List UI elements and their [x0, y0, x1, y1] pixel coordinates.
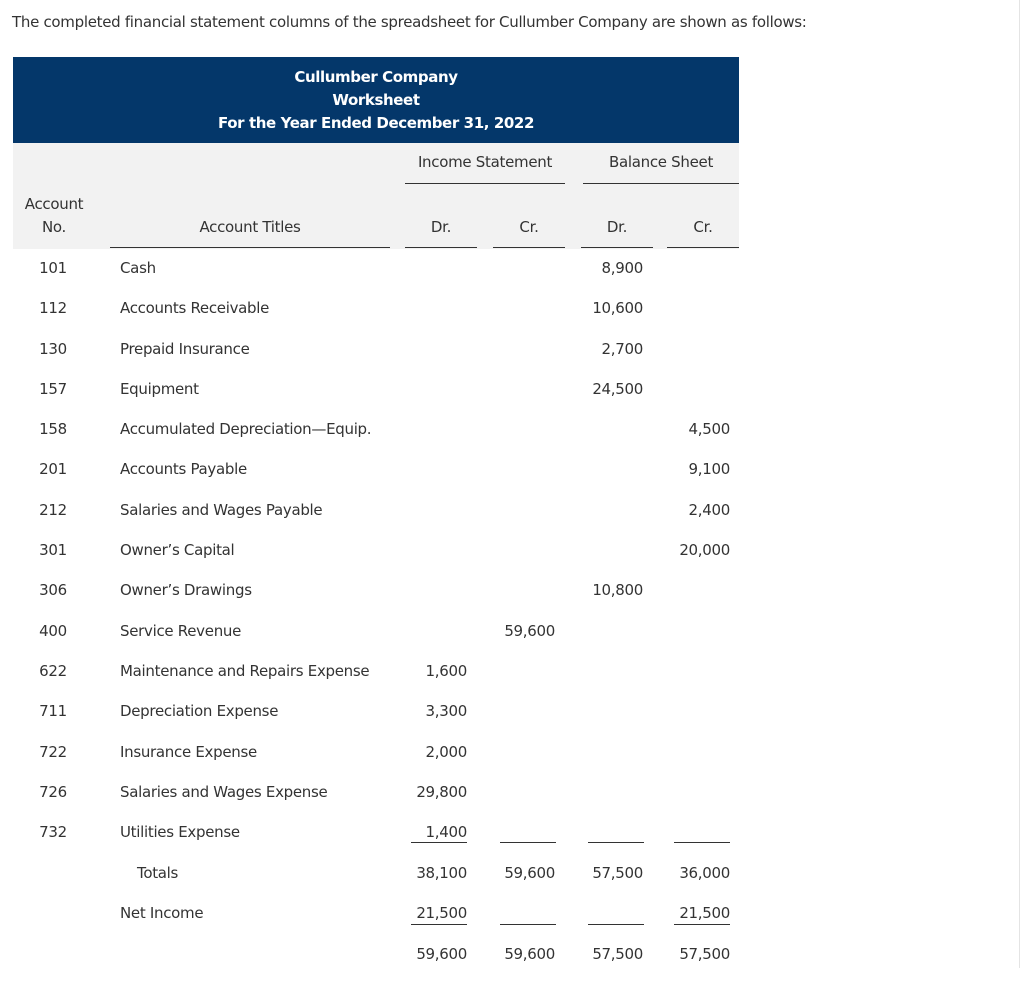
net-income-is-dr: 21,500 — [416, 904, 467, 922]
totals-row — [13, 862, 739, 902]
account-number: 711 — [39, 702, 67, 720]
bs-dr-underline — [581, 247, 653, 248]
is-dr-value — [405, 378, 467, 418]
account-titles-underline — [110, 247, 390, 248]
final-is-dr: 59,600 — [416, 945, 467, 963]
account-number: 622 — [39, 662, 67, 680]
is-cr-value — [494, 660, 555, 700]
intro-text: The completed financial statement columns of the spreadsheet for Cullumber Company are shown as follows: — [12, 13, 807, 31]
totals-is-cr: 59,600 — [504, 864, 555, 882]
is-cr-value — [494, 539, 555, 579]
bs-dr-value — [581, 458, 643, 498]
is-dr-underline — [405, 247, 477, 248]
final-totals-row — [13, 943, 739, 983]
period-label: For the Year Ended December 31, 2022 — [218, 113, 534, 132]
bs-dr-value — [581, 781, 643, 821]
is-cr-value — [494, 781, 555, 821]
account-title: Owner’s Drawings — [120, 581, 252, 599]
bs-dr-value — [581, 539, 643, 579]
totals-bs-dr: 57,500 — [592, 864, 643, 882]
column-header-band — [13, 143, 739, 249]
is-cr-value — [494, 458, 555, 498]
bs-dr-value: 10,600 — [592, 299, 643, 317]
account-titles-header: Account Titles — [199, 218, 301, 236]
is-dr-value: 29,800 — [416, 783, 467, 801]
bs-cr-value — [668, 660, 730, 700]
account-number: 726 — [39, 783, 67, 801]
bs-dr-value — [581, 821, 643, 861]
table-row — [13, 378, 739, 418]
bs-dr-value: 10,800 — [592, 581, 643, 599]
rule-ni-is-dr — [411, 924, 467, 925]
account-title: Insurance Expense — [120, 743, 257, 761]
account-number: 306 — [39, 581, 67, 599]
final-is-cr: 59,600 — [504, 945, 555, 963]
is-dr-value: 1,400 — [425, 823, 467, 841]
is-dr-value: 1,600 — [425, 662, 467, 680]
account-number: 130 — [39, 340, 67, 358]
table-row — [13, 418, 739, 458]
table-row — [13, 499, 739, 539]
is-dr-value: 2,000 — [425, 743, 467, 761]
account-title: Equipment — [120, 380, 199, 398]
account-title: Owner’s Capital — [120, 541, 235, 559]
bs-cr-underline — [667, 247, 739, 248]
income-statement-underline — [405, 183, 565, 184]
account-number: 722 — [39, 743, 67, 761]
bs-cr-value — [668, 741, 730, 781]
table-row — [13, 741, 739, 781]
bs-dr-value — [581, 620, 643, 660]
balance-sheet-header: Balance Sheet — [608, 153, 714, 171]
is-dr-value — [405, 499, 467, 539]
bs-cr-value — [668, 338, 730, 378]
account-title: Cash — [120, 259, 156, 277]
account-number: 212 — [39, 501, 67, 519]
totals-label: Totals — [137, 864, 179, 882]
is-cr-value — [494, 338, 555, 378]
account-title: Accounts Receivable — [120, 299, 270, 317]
company-name: Cullumber Company — [294, 67, 458, 86]
bs-cr-header: Cr. — [693, 218, 713, 236]
is-cr-value: 59,600 — [504, 622, 555, 640]
totals-is-dr: 38,100 — [416, 864, 467, 882]
is-cr-value — [494, 821, 555, 861]
bs-dr-value: 24,500 — [592, 380, 643, 398]
is-cr-value — [494, 579, 555, 619]
bs-cr-value — [668, 620, 730, 660]
table-row — [13, 338, 739, 378]
account-number: 732 — [39, 823, 67, 841]
is-cr-value — [494, 700, 555, 740]
is-dr-value — [405, 579, 467, 619]
is-cr-header: Cr. — [519, 218, 539, 236]
bs-cr-value — [668, 821, 730, 861]
is-dr-value: 3,300 — [425, 702, 467, 720]
rule-is-cr — [500, 842, 556, 843]
net-income-row — [13, 902, 739, 942]
account-number: 201 — [39, 460, 67, 478]
account-number: 158 — [39, 420, 67, 438]
net-income-bs-cr: 21,500 — [679, 904, 730, 922]
bs-dr-value — [581, 700, 643, 740]
is-cr-value — [494, 378, 555, 418]
worksheet-banner — [13, 57, 739, 143]
account-title: Accounts Payable — [120, 460, 247, 478]
account-no-header-line1: Account — [24, 195, 84, 213]
is-dr-value — [405, 539, 467, 579]
account-title: Salaries and Wages Payable — [120, 501, 323, 519]
bs-cr-value — [668, 257, 730, 297]
table-row — [13, 781, 739, 821]
rule-bs-dr — [588, 842, 644, 843]
is-cr-value — [494, 418, 555, 458]
is-dr-value — [405, 297, 467, 337]
account-no-header-line2: No. — [41, 218, 66, 236]
is-dr-value — [405, 620, 467, 660]
table-row — [13, 660, 739, 700]
bs-cr-value — [668, 297, 730, 337]
bs-dr-value — [581, 741, 643, 781]
account-number: 301 — [39, 541, 67, 559]
account-title: Depreciation Expense — [120, 702, 279, 720]
final-bs-cr: 57,500 — [679, 945, 730, 963]
bs-cr-value: 20,000 — [679, 541, 730, 559]
is-cr-value — [494, 741, 555, 781]
bs-cr-value: 9,100 — [688, 460, 730, 478]
is-dr-value — [405, 418, 467, 458]
account-title: Prepaid Insurance — [120, 340, 250, 358]
net-income-label: Net Income — [120, 904, 204, 922]
table-row — [13, 579, 739, 619]
bs-dr-value: 2,700 — [601, 340, 643, 358]
account-title: Salaries and Wages Expense — [120, 783, 328, 801]
final-bs-dr: 57,500 — [592, 945, 643, 963]
is-cr-value — [494, 297, 555, 337]
account-number: 101 — [39, 259, 67, 277]
bs-dr-value — [581, 418, 643, 458]
bs-dr-value: 8,900 — [601, 259, 643, 277]
rule-ni-bs-cr — [674, 924, 730, 925]
account-number: 157 — [39, 380, 67, 398]
bs-dr-header: Dr. — [606, 218, 628, 236]
table-row — [13, 297, 739, 337]
is-cr-underline — [493, 247, 565, 248]
is-cr-value — [494, 257, 555, 297]
worksheet-table — [13, 57, 739, 963]
account-title: Maintenance and Repairs Expense — [120, 662, 370, 680]
bs-dr-value — [581, 660, 643, 700]
account-title: Accumulated Depreciation—Equip. — [120, 420, 372, 438]
account-title: Service Revenue — [120, 622, 242, 640]
table-row — [13, 620, 739, 660]
is-dr-value — [405, 458, 467, 498]
worksheet-title: Worksheet — [332, 90, 420, 109]
account-number: 112 — [39, 299, 67, 317]
bs-cr-value — [668, 378, 730, 418]
table-row — [13, 458, 739, 498]
rule-is-dr — [411, 842, 467, 843]
income-statement-header: Income Statement — [417, 153, 553, 171]
right-border — [1019, 0, 1020, 968]
is-dr-value — [405, 338, 467, 378]
bs-dr-value — [581, 499, 643, 539]
balance-sheet-underline — [583, 183, 739, 184]
table-row — [13, 700, 739, 740]
is-dr-value — [405, 257, 467, 297]
account-number: 400 — [39, 622, 67, 640]
bs-cr-value — [668, 579, 730, 619]
table-row — [13, 539, 739, 579]
bs-cr-value — [668, 700, 730, 740]
rule-ni-bs-dr — [588, 924, 644, 925]
table-row — [13, 257, 739, 297]
rule-bs-cr — [674, 842, 730, 843]
bs-cr-value — [668, 781, 730, 821]
table-row — [13, 821, 739, 861]
rule-ni-is-cr — [500, 924, 556, 925]
totals-bs-cr: 36,000 — [679, 864, 730, 882]
is-cr-value — [494, 499, 555, 539]
bs-cr-value: 2,400 — [688, 501, 730, 519]
account-title: Utilities Expense — [120, 823, 240, 841]
bs-cr-value: 4,500 — [688, 420, 730, 438]
is-dr-header: Dr. — [430, 218, 452, 236]
